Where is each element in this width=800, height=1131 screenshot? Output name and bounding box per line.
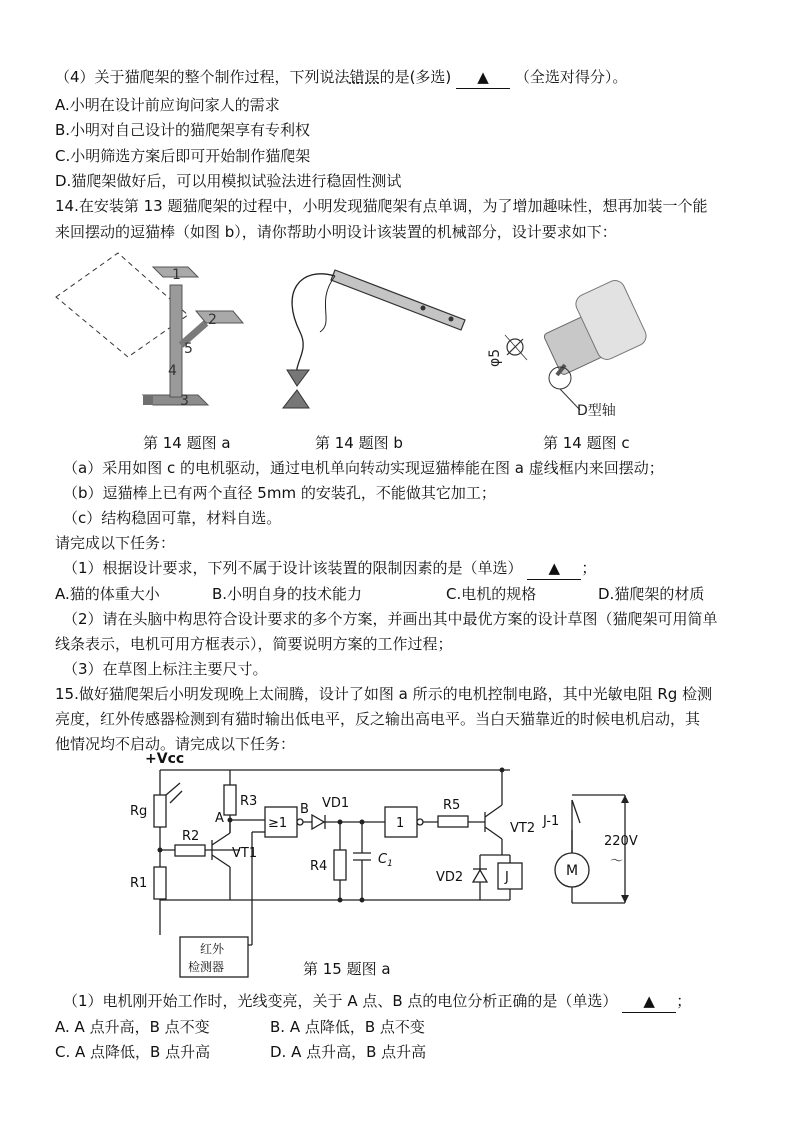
- fig-a-label-3: 3: [180, 393, 189, 409]
- q14-task2-line1: （2）请在头脑中构思符合设计要求的多个方案，并画出其中最优方案的设计草图（猫爬架可用简单: [63, 610, 718, 628]
- teaser-string: [292, 274, 335, 380]
- relay-contact-label: J-1: [543, 814, 560, 829]
- q14-stem-line1: 14.在安装第 13 题猫爬架的过程中，小明发现猫爬架有点单调，为了增加趣味性，想再加装一个能: [55, 197, 708, 215]
- r3-resistor: [224, 785, 236, 815]
- q15-stem-line3: 他情况均不启动。请完成以下任务：: [55, 735, 296, 753]
- relay-label: J: [505, 870, 509, 885]
- r2-resistor: [175, 845, 205, 856]
- q13-option-c: C.小明筛选方案后即可开始制作猫爬架: [55, 147, 311, 165]
- q14-task1-option-b: B.小明自身的技术能力: [212, 585, 363, 603]
- fig-14a-caption: 第 14 题图 a: [143, 434, 231, 452]
- nor-gate-bubble: [297, 819, 303, 825]
- r1-resistor: [154, 867, 166, 899]
- figure-14b-teaser-wand: [275, 262, 475, 412]
- fig-a-label-1: 1: [172, 267, 181, 283]
- vd2-label: VD2: [436, 870, 464, 885]
- fig-14b-caption: 第 14 题图 b: [315, 434, 403, 452]
- voltage-label: 220V: [604, 834, 638, 849]
- r4-resistor: [334, 850, 346, 880]
- rg-resistor: [154, 795, 166, 827]
- q14-task1-option-a: A.猫的体重大小: [55, 585, 160, 603]
- fig-14c-caption: 第 14 题图 c: [543, 434, 630, 452]
- r3-label: R3: [240, 794, 258, 809]
- q15-stem-line1: 15.做好猫爬架后小明发现晚上太闹腾，设计了如图 a 所示的电机控制电路，其中光敏电阻 Rg 检测: [55, 685, 713, 703]
- q14-task1-option-d: D.猫爬架的材质: [598, 585, 705, 603]
- q15-task1-option-a: A. A 点升高，B 点不变: [55, 1018, 210, 1036]
- q14-task1-option-c: C.电机的规格: [446, 585, 537, 603]
- figure-14c-motor: [485, 265, 675, 425]
- vd1-label: VD1: [322, 796, 350, 811]
- q13-option-d: D.猫爬架做好后，可以用模拟试验法进行稳固性测试: [55, 172, 402, 190]
- answer-blank[interactable]: ▲: [622, 990, 676, 1013]
- r2-label: R2: [182, 829, 200, 844]
- vt1-label: VT1: [232, 846, 258, 861]
- figure-14a-cat-tree: [48, 245, 258, 425]
- q13-option-a: A.小明在设计前应询问家人的需求: [55, 96, 280, 114]
- mount-hole-2: [449, 317, 454, 322]
- r5-resistor: [438, 816, 468, 827]
- vd1-diode: [312, 815, 324, 829]
- base-platform-side: [143, 395, 153, 405]
- wand-bar: [331, 270, 465, 330]
- feather-top: [287, 370, 309, 386]
- ac-symbol: ～: [610, 854, 624, 869]
- q14-stem-line2: 来回摆动的逗猫棒（如图 b），请你帮助小明设计该装置的机械部分，设计要求如下：: [55, 223, 617, 241]
- node-b-label: B: [300, 802, 309, 817]
- q14-task1: （1）根据设计要求，下列不属于设计该装置的限制因素的是（单选） ▲ ；: [63, 557, 596, 580]
- emphasis-wrong: 错误: [349, 68, 380, 86]
- nor-gate-symbol: ≥1: [268, 816, 288, 831]
- r1-label: R1: [130, 876, 148, 891]
- answer-blank[interactable]: ▲: [527, 557, 581, 580]
- mount-hole-1: [421, 306, 426, 311]
- r5-label: R5: [443, 798, 461, 813]
- q14-task2-line2: 线条表示，电机可用方框表示），简要说明方案的工作过程；: [55, 635, 453, 653]
- vcc-label: +Vcc: [145, 751, 185, 767]
- not-gate-bubble: [417, 819, 423, 825]
- q14-tasks-intro: 请完成以下任务：: [55, 534, 176, 552]
- ir-label-line1: 红外: [200, 942, 225, 956]
- motor-label: M: [566, 863, 579, 879]
- teaser-string-loop: [320, 276, 335, 332]
- vd2-diode: [473, 870, 487, 882]
- main-post: [170, 285, 182, 397]
- fig-15a-caption: 第 15 题图 a: [303, 960, 391, 978]
- rg-label: Rg: [130, 804, 148, 819]
- q14-requirement-a: （a）采用如图 c 的电机驱动，通过电机单向转动实现逗猫棒能在图 a 虚线框内来回摆动；: [63, 459, 664, 477]
- vt2-label: VT2: [510, 821, 536, 836]
- ir-label-line2: 检测器: [188, 960, 225, 974]
- q15-task1-option-b: B. A 点降低，B 点不变: [270, 1018, 425, 1036]
- q15-stem-line2: 亮度，红外传感器检测到有猫时输出低电平，反之输出高电平。当白天猫靠近的时候电机启动，其: [55, 710, 701, 728]
- not-gate-symbol: 1: [396, 816, 405, 831]
- diameter-label: φ5: [487, 348, 503, 367]
- node-a-label: A: [215, 811, 224, 826]
- fig-a-label-2: 2: [208, 312, 217, 328]
- figure-15a-circuit: [100, 745, 660, 980]
- q15-task1-option-c: C. A 点降低，B 点升高: [55, 1043, 211, 1061]
- q13-option-b: B.小明对自己设计的猫爬架享有专利权: [55, 121, 311, 139]
- q15-task1: （1）电机刚开始工作时，光线变亮，关于 A 点、B 点的电位分析正确的是（单选） ▲ ；: [63, 990, 691, 1013]
- d-shaft-label: D型轴: [577, 403, 616, 419]
- fig-a-label-4: 4: [168, 363, 177, 379]
- r4-label: R4: [310, 859, 328, 874]
- relay-contact: [572, 800, 580, 823]
- q15-task1-option-d: D. A 点升高，B 点升高: [270, 1043, 427, 1061]
- answer-blank[interactable]: ▲: [456, 66, 510, 89]
- fig-a-label-5: 5: [184, 341, 193, 357]
- q14-requirement-b: （b）逗猫棒上已有两个直径 5mm 的安装孔，不能做其它加工；: [63, 484, 496, 502]
- q13-sub4-stem: （4）关于猫爬架的整个制作过程，下列说法错误的是(多选) ▲ （全选对得分）。: [55, 66, 627, 89]
- relay-coil: [498, 863, 522, 889]
- c1-label: $C_1$: [378, 852, 393, 869]
- q14-task3: （3）在草图上标注主要尺寸。: [63, 660, 268, 678]
- feather-bottom: [283, 390, 309, 408]
- q14-requirement-c: （c）结构稳固可靠，材料自选。: [63, 509, 282, 527]
